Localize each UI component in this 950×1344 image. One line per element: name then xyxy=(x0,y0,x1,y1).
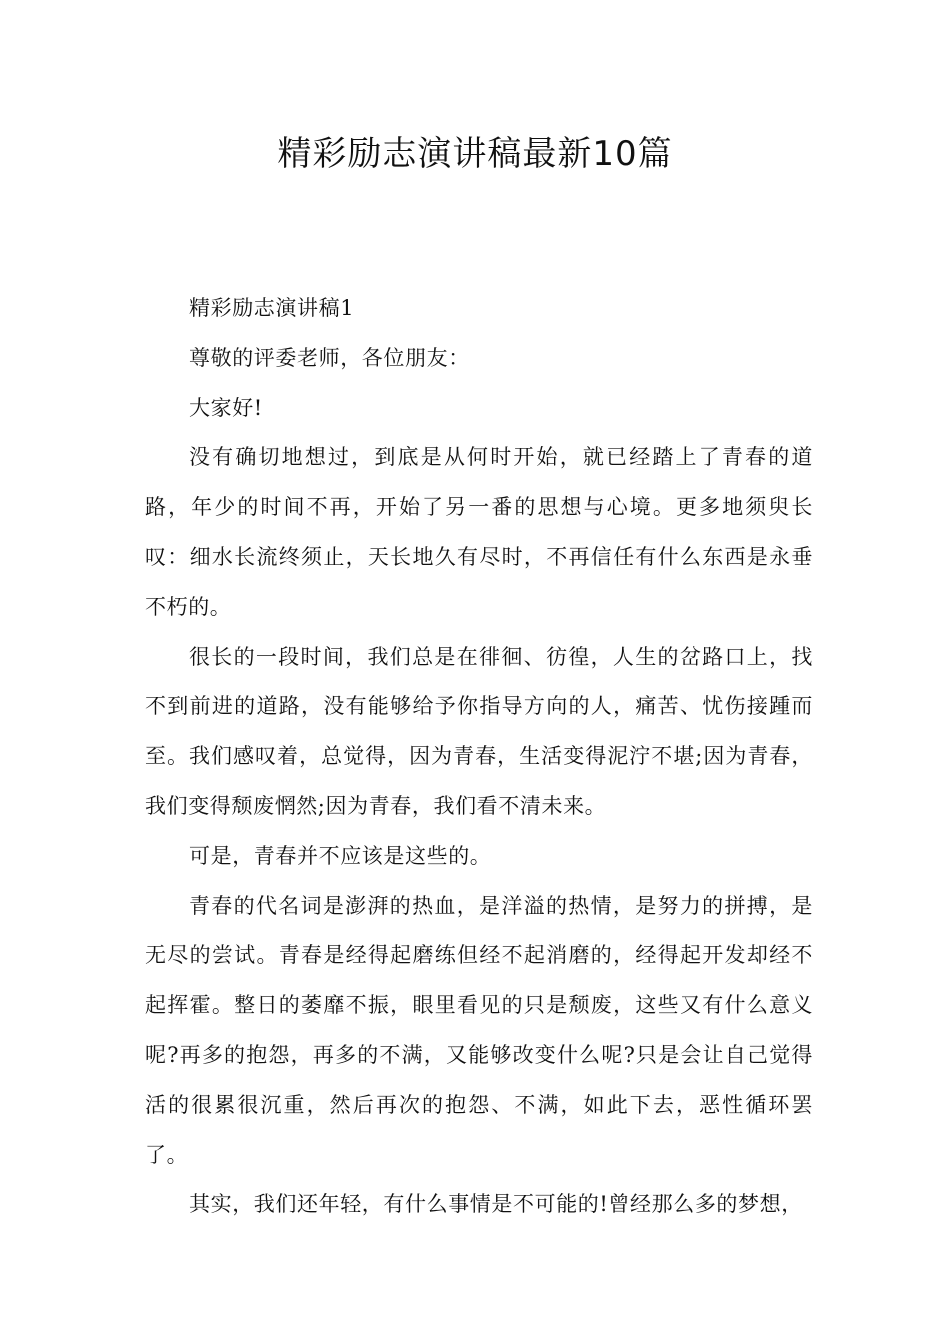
paragraph: 青春的代名词是澎湃的热血，是洋溢的热情，是努力的拼搏，是无尽的尝试。青春是经得起磨练但经不起消磨的，经得起开发却经不起挥霍。整日的萎靡不振，眼里看见的只是颓废，这些又有什么意义呢?再多的抱怨，再多的不满，又能够改变什么呢?只是会让自己觉得活的很累很沉重，然后再次的抱怨、不满，如此下去，恶性循环罢了。 xyxy=(145,893,813,1167)
section-heading: 精彩励志演讲稿1 xyxy=(189,296,355,320)
salutation: 尊敬的评委老师，各位朋友： xyxy=(189,345,470,370)
paragraph: 可是，青春并不应该是这些的。 xyxy=(189,843,492,868)
document-body xyxy=(145,284,813,1230)
paragraph: 很长的一段时间，我们总是在徘徊、彷徨，人生的岔路口上，找不到前进的道路，没有能够给予你指导方向的人，痛苦、忧伤接踵而至。我们感叹着，总觉得，因为青春，生活变得泥泞不堪;因为青春，我们变得颓废惘然;因为青春，我们看不清未来。 xyxy=(145,644,813,818)
paragraph: 没有确切地想过，到底是从何时开始，就已经踏上了青春的道路，年少的时间不再，开始了另一番的思想与心境。更多地须臾长叹：细水长流终须止，天长地久有尽时，不再信任有什么东西是永垂不朽的。 xyxy=(145,445,813,619)
document-title: 精彩励志演讲稿最新10篇 xyxy=(277,134,673,174)
paragraph: 其实，我们还年轻，有什么事情是不可能的!曾经那么多的梦想， xyxy=(189,1192,803,1217)
greeting: 大家好! xyxy=(189,395,263,420)
